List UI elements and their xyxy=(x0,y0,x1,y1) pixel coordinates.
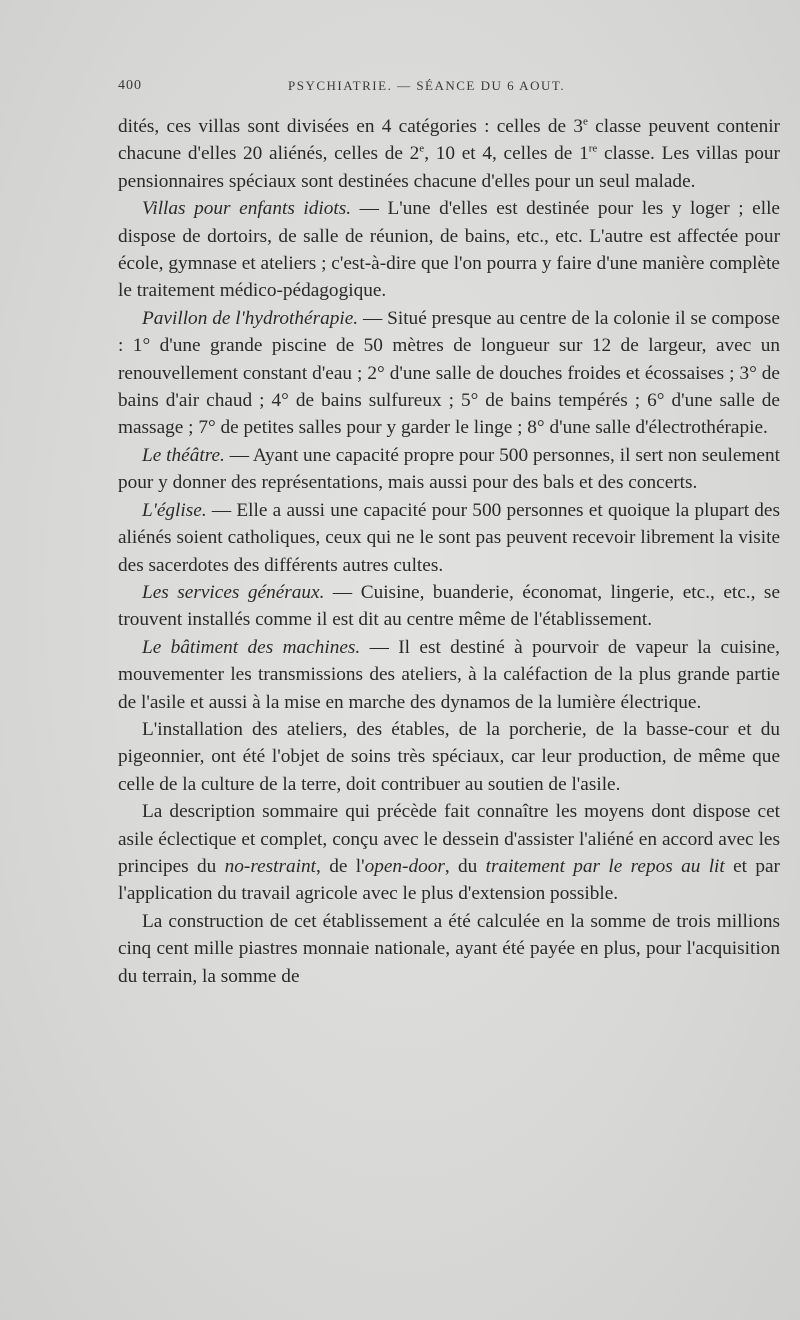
paragraph-installation-ateliers: L'installation des ateliers, des étables, de la porcherie, de la basse-cour et du pigeonnier, ont été l'objet de soins très spéciaux, car leur production, de même que celle de la culture de la terre, doit contribuer au soutien de l'asile. xyxy=(118,718,780,795)
section-title: Le théâtre. xyxy=(142,444,225,466)
text-run: classe peuvent contenir chacune d'elles 20 aliénés, celles de 2 xyxy=(118,116,780,165)
text-run: et par l'application du travail agricole avec le plus d'extension possible. xyxy=(118,855,780,905)
section-title: Les services généraux. xyxy=(142,581,325,603)
paragraph-hydrotherapie xyxy=(118,305,780,442)
italic-term: open-door xyxy=(364,855,445,877)
paragraph-villas-enfants xyxy=(118,195,780,305)
paragraph-theatre xyxy=(118,442,780,497)
paragraph-description-sommaire xyxy=(118,798,780,908)
body-text xyxy=(118,113,780,990)
paragraph-villas-categories xyxy=(118,113,780,195)
paragraph-construction: La construction de cet établissement a été calculée en la somme de trois millions cinq cent mille piastres monnaie nationale, ayant été payée en plus, pour l'acquisition du terrain, la somme de xyxy=(118,910,780,987)
text-run: , 10 et 4, celles de 1 xyxy=(424,143,589,165)
text-run: — Elle a aussi une capacité pour 500 personnes et quoique la plupart des aliénés soient catholiques, ceux qui ne le sont pas peuvent recevoir librement la visite des sacerdotes des différents autres cultes. xyxy=(118,499,780,576)
text-run: — Il est destiné à pourvoir de vapeur la cuisine, mouvementer les transmissions des ateliers, à la caléfaction de la plus grande partie de l'asile et aussi à la mise en marche des dynamos de la lumière électrique. xyxy=(118,636,780,713)
paragraph-services-generaux xyxy=(118,579,780,634)
text-run: , de l' xyxy=(316,855,365,877)
page-number: 400 xyxy=(118,78,142,93)
section-title: Villas pour enfants idiots. xyxy=(142,198,352,220)
italic-term: traitement par le repos au lit xyxy=(485,855,725,877)
section-title: Pavillon de l'hydrothérapie. xyxy=(142,307,359,329)
italic-term: no-restraint xyxy=(224,855,317,877)
text-run: , du xyxy=(444,855,486,877)
text-run: — Ayant une capacité propre pour 500 personnes, il sert non seulement pour y donner des représentations, mais aussi pour des bals et des concerts. xyxy=(118,444,780,494)
section-title: L'église. xyxy=(142,499,207,521)
text-run: classe. Les villas pour pensionnaires spéciaux sont destinées chacune d'elles pour un seul malade. xyxy=(118,143,780,192)
running-title: PSYCHIATRIE. — SÉANCE DU 6 AOUT. xyxy=(288,78,566,93)
superscript: re xyxy=(588,142,598,155)
superscript: e xyxy=(419,142,425,155)
text-run: — Situé presque au centre de la colonie il se compose : 1° d'une grande piscine de 50 mètres de longueur sur 12 de largeur, avec un renouvellement constant d'eau ; 2° d'une salle de douches froides et écossaises ; 3° de bains d'air chaud ; 4° de bains sulfureux ; 5° de bains tempérés ; 6° d'une salle de massage ; 7° de petites salles pour y garder le linge ; 8° d'une salle d'électrothérapie. xyxy=(118,307,780,439)
text-run: — L'une d'elles est destinée pour les y loger ; elle dispose de dortoirs, de salle de réunion, de bains, etc., etc. L'autre est affectée pour école, gymnase et ateliers ; c'est-à-dire que l'on pourra y faire d'une manière complète le traitement médico-pédagogique. xyxy=(118,198,780,302)
section-title: Le bâtiment des machines. xyxy=(142,636,361,658)
text-run: dités, ces villas sont divisées en 4 catégories : celles de 3 xyxy=(118,116,584,137)
paragraph-eglise xyxy=(118,497,780,579)
text-run: — Cuisine, buanderie, économat, lingerie, etc., etc., se trouvent installés comme il est dit au centre même de l'établissement. xyxy=(118,581,780,631)
text-run: La description sommaire qui précède fait connaître les moyens dont dispose cet asile éclectique et complet, conçu avec le dessein d'assister l'aliéné en accord avec les principes du xyxy=(118,801,780,877)
paragraph-batiment-machines xyxy=(118,634,780,716)
page-header xyxy=(118,78,780,98)
superscript: e xyxy=(583,115,588,128)
